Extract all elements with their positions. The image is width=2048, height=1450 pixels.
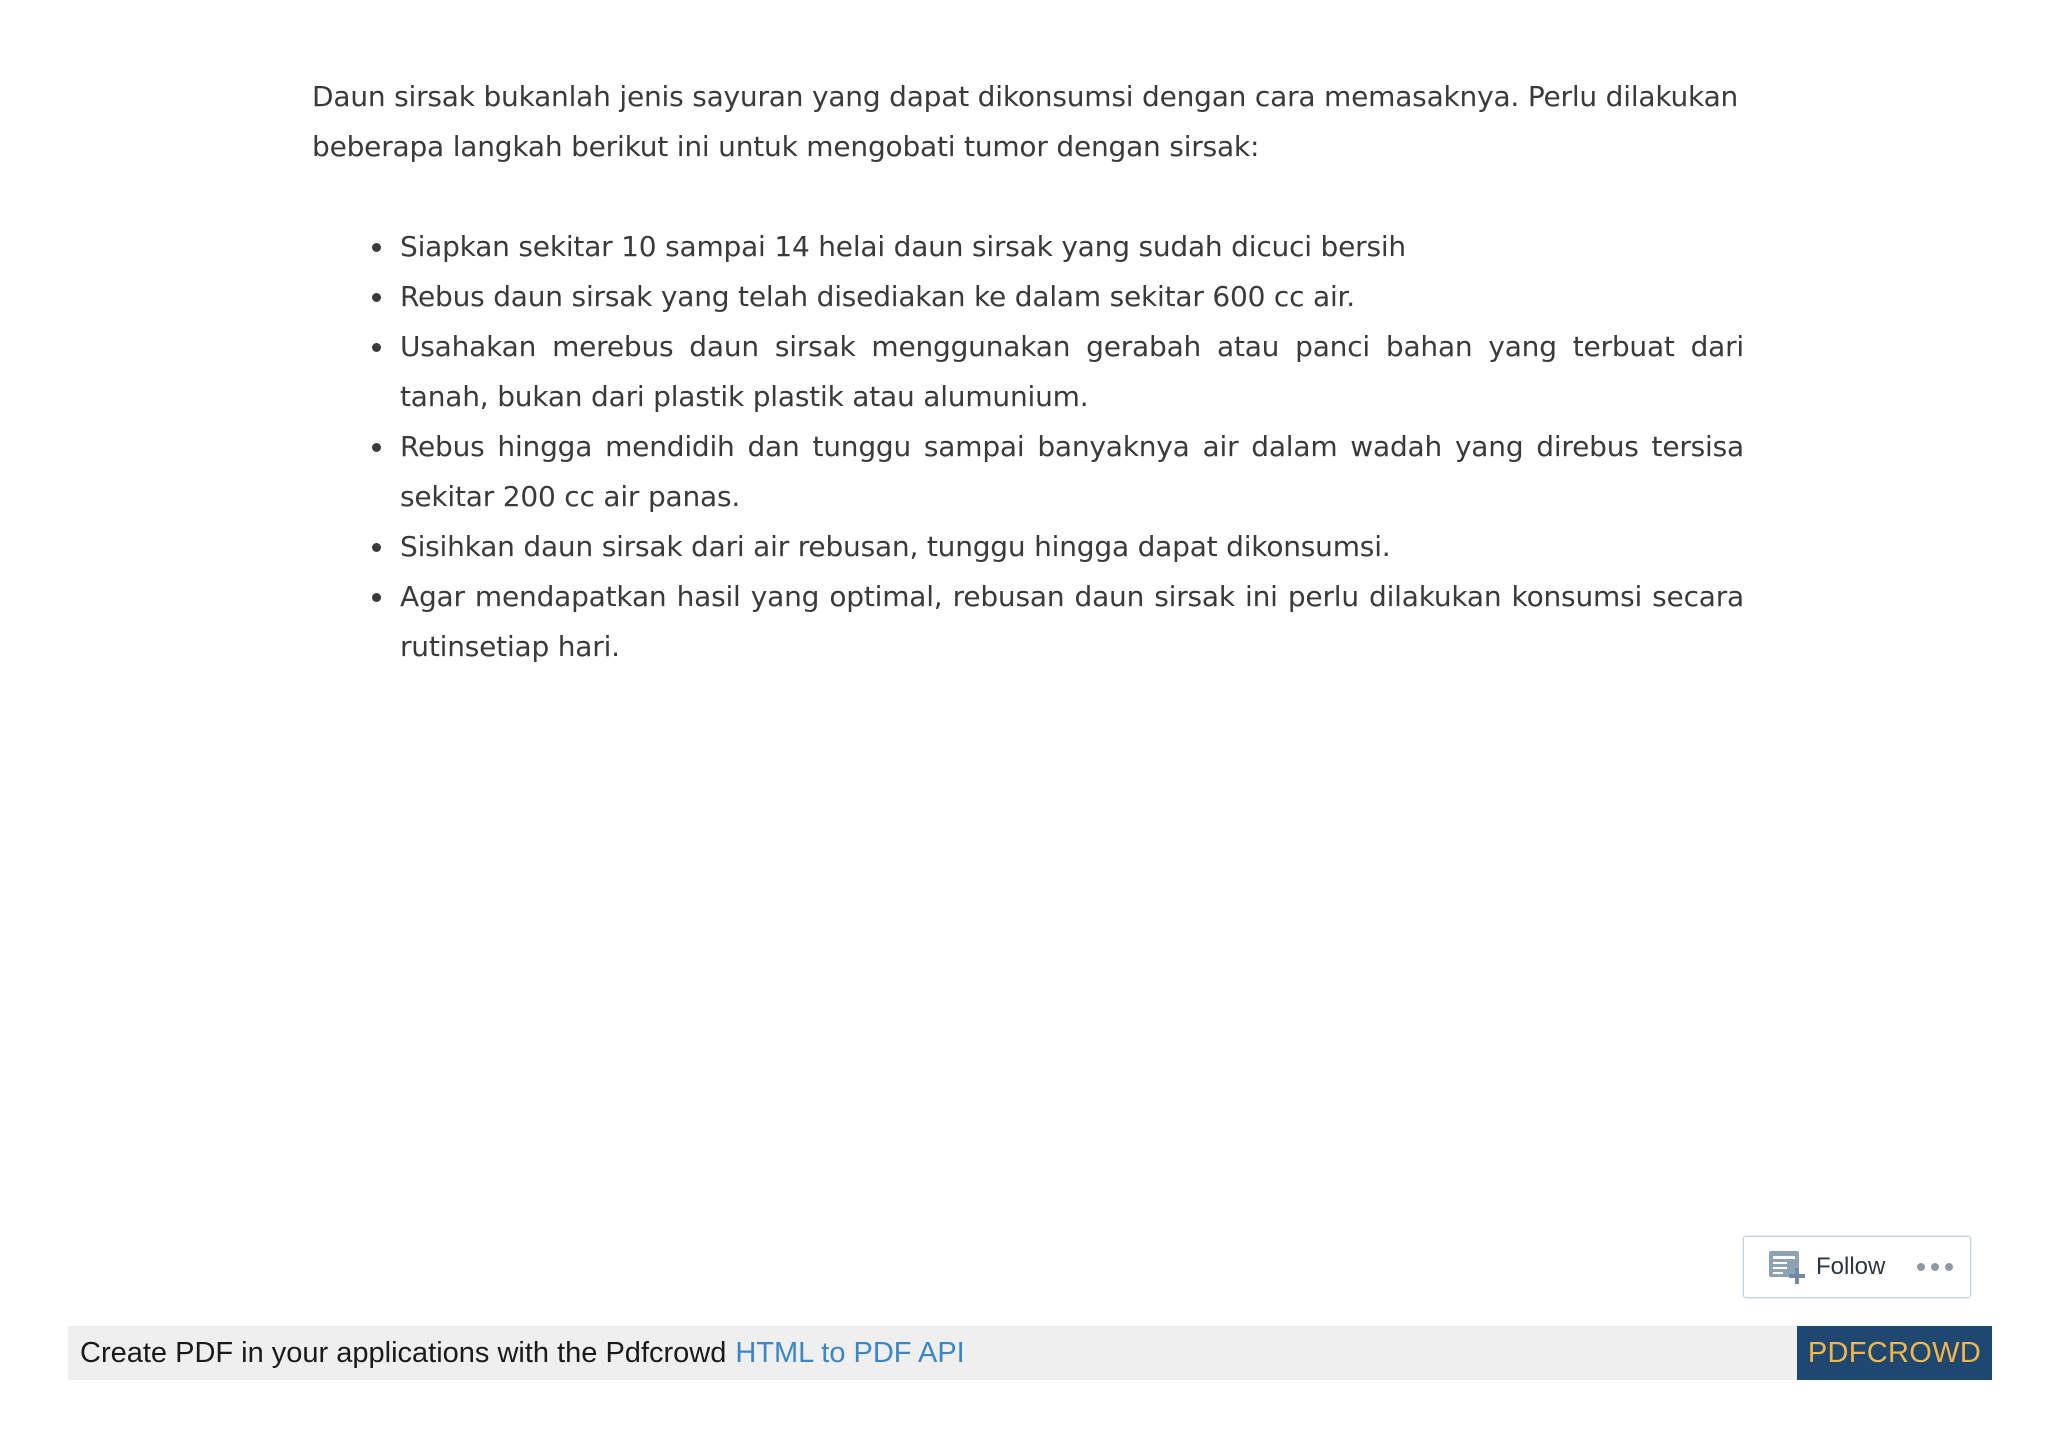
article-content (312, 72, 1744, 672)
follow-label: Follow (1816, 1253, 1886, 1280)
intro-paragraph: Daun sirsak bukanlah jenis sayuran yang dapat dikonsumsi dengan cara memasaknya. Perlu dilakukan beberapa langkah berikut ini untuk mengobati tumor dengan sirsak: (312, 80, 1739, 163)
list-item-text: Rebus daun sirsak yang telah disediakan ke dalam sekitar 600 cc air. (400, 280, 1355, 313)
list-item (312, 522, 1744, 572)
bullet-icon (372, 243, 381, 252)
list-item-text: Usahakan merebus daun sirsak menggunakan gerabah atau panci bahan yang terbuat dari tanah, bukan dari plastik plastik atau alumunium. (400, 330, 1744, 413)
bullet-icon (372, 443, 381, 452)
more-dots-icon (1931, 1263, 1939, 1271)
list-item-text: Siapkan sekitar 10 sampai 14 helai daun sirsak yang sudah dicuci bersih (400, 230, 1406, 263)
list-item (312, 422, 1744, 522)
follow-widget (1743, 1236, 1971, 1298)
pdfcrowd-brand-button[interactable]: PDFCROWD (1797, 1326, 1992, 1380)
list-item (312, 572, 1744, 672)
bullet-icon (372, 343, 381, 352)
list-item-text: Rebus hingga mendidih dan tunggu sampai banyaknya air dalam wadah yang direbus tersisa sekitar 200 cc air panas. (400, 430, 1744, 513)
list-item (312, 272, 1744, 322)
pdf-banner-message: Create PDF in your applications with the Pdfcrowd (80, 1336, 727, 1369)
list-item (312, 222, 1744, 272)
html-to-pdf-api-link[interactable]: HTML to PDF API (735, 1336, 965, 1369)
pdf-banner-text (80, 1337, 965, 1370)
reader-follow-icon (1768, 1249, 1806, 1285)
pdf-banner (68, 1326, 1992, 1380)
list-item-text: Agar mendapatkan hasil yang optimal, rebusan daun sirsak ini perlu dilakukan konsumsi secara rutinsetiap hari. (400, 580, 1744, 663)
steps-list (312, 222, 1744, 672)
list-item (312, 322, 1744, 422)
follow-button[interactable] (1768, 1249, 1885, 1285)
bullet-icon (372, 293, 381, 302)
bullet-icon (372, 593, 381, 602)
bullet-icon (372, 543, 381, 552)
list-item-text: Sisihkan daun sirsak dari air rebusan, tunggu hingga dapat dikonsumsi. (400, 530, 1391, 563)
more-options-button[interactable] (1917, 1257, 1953, 1277)
more-dots-icon (1945, 1263, 1953, 1271)
more-dots-icon (1917, 1263, 1925, 1271)
